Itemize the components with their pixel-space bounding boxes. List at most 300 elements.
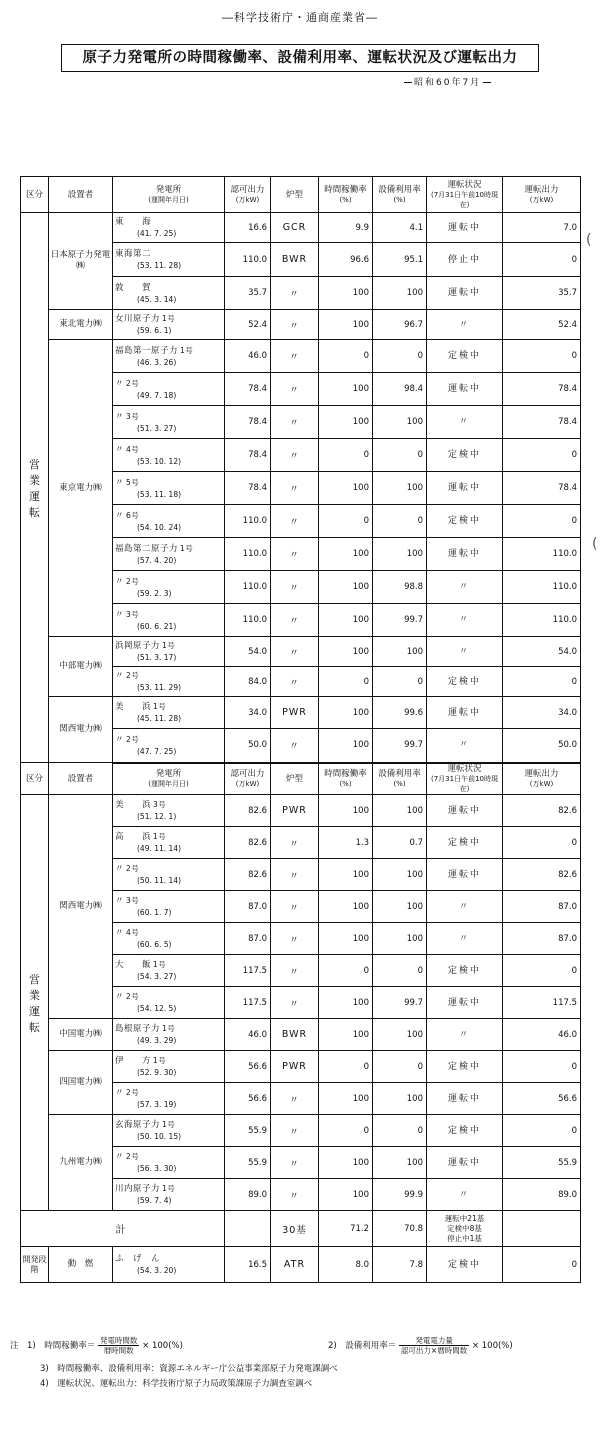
table-row [21,795,581,827]
status-cell: 運転中 [427,472,503,505]
plant-name-line [113,863,224,875]
capacity-cell: 35.7 [225,277,271,310]
plant-cell [113,1247,225,1283]
status-cell: 運転中 [427,1083,503,1115]
time-rate-cell: 100 [319,472,373,505]
status-cell: 定検中 [427,340,503,373]
reactor-type-cell: BWR [271,1019,319,1051]
output-header-line: (万kW) [529,195,554,204]
util-rate-header [373,177,427,213]
plant-unit: 6号 [126,510,140,520]
plant-name-line [113,1183,224,1195]
output-cell: 34.0 [503,697,581,729]
plant-start-date: (49. 3. 29) [137,1036,177,1045]
time-rate-cell: 0 [319,667,373,697]
output-cell: 7.0 [503,213,581,243]
capacity-cell: 46.0 [225,1019,271,1051]
util-rate-cell: 0 [373,505,427,538]
status-cell: 運転中 [427,373,503,406]
output-cell: 56.6 [503,1083,581,1115]
output-cell: 52.4 [503,310,581,340]
plant-cell [113,859,225,891]
reactor-type-cell: 〃 [271,310,319,340]
plant-name: 〃 [115,1088,125,1098]
plant-cell [113,472,225,505]
plant-start-date: (59. 7. 4) [137,1196,172,1205]
time-rate-header-line: 時間稼働率 [324,768,367,779]
time-rate-cell: 100 [319,373,373,406]
plant-name: 〃 [115,896,125,906]
plant-unit: 1号 [162,1120,176,1129]
plant-unit: 1号 [153,1056,167,1065]
output-cell: 110.0 [503,538,581,571]
output-cell: 0 [503,827,581,859]
plant-unit: 1号 [162,641,176,650]
plant-name-line [113,345,224,357]
time-rate-cell: 100 [319,923,373,955]
reactor-type-cell: 〃 [271,1083,319,1115]
time-rate-header [319,177,373,213]
reactor-type-cell: 〃 [271,538,319,571]
plant-name: 〃 [115,1152,125,1162]
reactor-type-cell: 〃 [271,439,319,472]
table-row [21,340,581,373]
total-util-rate: 70.8 [373,1211,427,1247]
plant-unit: 2号 [126,1152,140,1161]
util-rate-cell: 7.8 [373,1247,427,1283]
note-3: 3) 時間稼働率、設備利用率：資源エネルギー庁公益事業部原子力発電課調べ [40,1364,338,1374]
plant-header-line: 発電所 [155,184,182,195]
section-label-char: 運 [29,489,40,503]
plant-start-date: (51. 3. 27) [137,423,177,433]
output-cell: 87.0 [503,891,581,923]
plant-unit: 2号 [126,378,140,388]
capacity-cell: 89.0 [225,1179,271,1211]
output-header [503,177,581,213]
output-header-line: 運転出力 [524,184,559,195]
output-cell: 54.0 [503,637,581,667]
plant-start-date: (56. 3. 30) [137,1164,177,1173]
reactor-type-cell: 〃 [271,955,319,987]
status-cell: 〃 [427,571,503,604]
capacity-cell: 110.0 [225,505,271,538]
output-cell: 89.0 [503,1179,581,1211]
plant-cell [113,373,225,406]
reactor-type-cell: 〃 [271,373,319,406]
util-rate-cell: 100 [373,795,427,827]
plant-cell [113,667,225,697]
output-cell: 78.4 [503,373,581,406]
time-rate-cell: 0 [319,955,373,987]
status-cell: 運転中 [427,277,503,310]
kubun-header [21,763,49,795]
plant-header-line: 発電所 [155,768,182,779]
plant-cell [113,310,225,340]
date-rule [483,82,491,83]
time-rate-cell: 100 [319,604,373,637]
capacity-cell: 16.5 [225,1247,271,1283]
plant-unit: 2号 [126,992,140,1001]
plant-start-date: (49. 7. 18) [137,390,177,400]
note-1 [10,1336,590,1355]
plant-name-line [113,1087,224,1099]
plant-unit [151,217,153,226]
time-rate-cell: 100 [319,277,373,310]
plant-cell [113,1051,225,1083]
reactor-type-cell: PWR [271,697,319,729]
output-cell: 82.6 [503,795,581,827]
util-rate-header-line: (%) [393,195,406,204]
reactor-type-cell: 〃 [271,472,319,505]
reactor-header [271,763,319,795]
plant-unit: 2号 [126,671,140,680]
plant-start-date: (54. 12. 5) [137,1004,177,1013]
capacity-cell: 56.6 [225,1083,271,1115]
owner-cell: 九州電力㈱ [49,1115,113,1211]
status-cell: 運転中 [427,987,503,1019]
time-rate-header [319,763,373,795]
owner-header [49,763,113,795]
status-cell: 定検中 [427,827,503,859]
status-header-line: 運転状況 [447,763,482,774]
plant-name: 高 浜 [115,832,152,842]
note-2 [328,1336,513,1355]
plant-start-date: (59. 6. 1) [137,326,172,335]
plant-name-line [113,991,224,1003]
reactor-type-cell: 〃 [271,987,319,1019]
status-cell: 定検中 [427,1051,503,1083]
owner-header [49,177,113,213]
plant-name: 美 浜 [115,702,152,712]
time-rate-header-line: 時間稼働率 [324,184,367,195]
time-rate-cell: 100 [319,891,373,923]
plant-name: 福島第二原子力 [115,543,179,554]
plant-unit: 1号 [162,314,176,323]
plant-name-line [113,799,224,811]
status-cell: 運転中 [427,795,503,827]
agency-line: ―科学技術庁・通商産業省― [222,11,378,24]
capacity-header [225,763,271,795]
footnotes [10,1336,590,1393]
plant-name: 〃 [115,576,125,587]
time-rate-cell: 100 [319,729,373,763]
output-cell: 0 [503,1247,581,1283]
util-rate-cell: 100 [373,277,427,310]
util-rate-header-line: 設備利用率 [378,184,421,195]
section-label-stack [21,456,48,520]
util-rate-cell: 99.9 [373,1179,427,1211]
plant-unit: 1号 [162,1024,176,1033]
util-rate-cell: 98.8 [373,571,427,604]
plant-name-line [113,831,224,843]
time-rate-cell: 0 [319,439,373,472]
output-cell: 0 [503,439,581,472]
status-cell: 〃 [427,729,503,763]
reactor-type-cell: 〃 [271,604,319,637]
plant-unit: 1号 [153,832,167,841]
date-line [402,75,493,88]
note-1-denominator: 暦時間数 [103,1346,134,1355]
capacity-cell: 110.0 [225,538,271,571]
plant-unit [151,249,153,258]
capacity-cell: 78.4 [225,472,271,505]
status-cell: 〃 [427,637,503,667]
reactor-type-cell: 〃 [271,923,319,955]
capacity-cell: 87.0 [225,891,271,923]
util-rate-cell: 100 [373,1147,427,1179]
status-header [427,177,503,213]
time-rate-cell: 0 [319,1051,373,1083]
status-cell: 〃 [427,604,503,637]
status-cell: 定検中 [427,505,503,538]
plant-unit: 3号 [126,896,140,905]
status-cell: 定検中 [427,955,503,987]
total-status-line: 運転中21基 [444,1213,485,1223]
plant-start-date: (59. 2. 3) [137,588,172,598]
reactor-type-cell: 〃 [271,277,319,310]
total-row [21,1211,581,1247]
plant-cell [113,538,225,571]
plant-unit: 3号 [153,800,167,809]
util-rate-cell: 100 [373,859,427,891]
plant-unit: 5号 [126,477,140,487]
capacity-cell: 46.0 [225,340,271,373]
status-header-line: 運転状況 [447,179,482,190]
capacity-cell: 78.4 [225,439,271,472]
status-cell: 定検中 [427,1115,503,1147]
plant-name: 〃 [115,411,125,422]
output-cell: 78.4 [503,472,581,505]
capacity-cell: 55.9 [225,1115,271,1147]
plant-start-date: (50. 11. 14) [137,876,182,885]
plant-name: 浜岡原子力 [115,641,161,651]
table-row [21,697,581,729]
capacity-cell: 55.9 [225,1147,271,1179]
time-rate-cell: 9.9 [319,213,373,243]
plant-cell [113,1179,225,1211]
plant-name-line [113,1151,224,1163]
total-label: 計 [21,1211,225,1247]
plant-name: 福島第一原子力 [115,345,179,356]
plant-name-line [113,1023,224,1035]
output-cell: 78.4 [503,406,581,439]
section-label-char: 営 [29,972,40,986]
capacity-cell: 54.0 [225,637,271,667]
plant-start-date: (53. 10. 12) [137,456,182,466]
plant-start-date: (49. 11. 14) [137,844,182,853]
note-2-numerator: 発電電力量 [399,1336,469,1346]
note-2-label: 2) 設備利用率＝ [328,1341,397,1351]
reactor-type-cell: 〃 [271,1147,319,1179]
plant-name: 〃 [115,609,125,620]
capacity-cell: 82.6 [225,859,271,891]
util-rate-cell: 100 [373,1019,427,1051]
plant-unit: 2号 [126,576,140,586]
owner-cell: 関西電力㈱ [49,697,113,763]
capacity-cell: 16.6 [225,213,271,243]
reactor-header-line: 炉型 [285,773,303,784]
util-rate-cell: 99.6 [373,697,427,729]
util-rate-cell: 100 [373,891,427,923]
status-cell: 〃 [427,891,503,923]
plant-name: 女川原子力 [115,314,161,324]
util-rate-cell: 100 [373,538,427,571]
plant-name-line [113,411,224,423]
plant-name-line [113,1055,224,1067]
time-rate-cell: 100 [319,795,373,827]
plant-cell [113,1083,225,1115]
page-title: 原子力発電所の時間稼働率、設備利用率、運転状況及び運転出力 [61,44,539,72]
status-cell: 〃 [427,923,503,955]
plant-header-line: (運開年月日) [148,195,189,204]
owner-cell: 中国電力㈱ [49,1019,113,1051]
output-cell: 0 [503,955,581,987]
reactor-header [271,177,319,213]
time-rate-cell: 100 [319,1179,373,1211]
plant-cell [113,795,225,827]
plant-name: 大 飯 [115,960,152,970]
output-header-line: (万kW) [529,779,554,788]
plant-cell [113,729,225,763]
reactor-type-cell: 〃 [271,667,319,697]
plant-start-date: (53. 11. 28) [137,261,182,270]
status-cell: 運転中 [427,538,503,571]
time-rate-cell: 100 [319,1147,373,1179]
plant-start-date: (41. 7. 25) [137,229,177,238]
reactor-type-cell: 〃 [271,859,319,891]
plant-unit: 4号 [126,928,140,937]
plant-unit: 4号 [126,444,140,454]
util-rate-cell: 96.7 [373,310,427,340]
status-cell: 運転中 [427,697,503,729]
plant-unit [151,283,153,292]
output-header [503,763,581,795]
note-1-tail: × 100(%) [142,1341,183,1351]
output-cell: 117.5 [503,987,581,1019]
capacity-cell: 87.0 [225,923,271,955]
plant-unit: 2号 [126,734,140,744]
section-label-char: 業 [29,988,40,1002]
plant-name-line [113,313,224,325]
time-rate-cell: 8.0 [319,1247,373,1283]
table-row [21,1019,581,1051]
section-label-char: 業 [29,473,40,487]
time-rate-cell: 0 [319,1115,373,1147]
capacity-cell: 82.6 [225,795,271,827]
time-rate-cell: 100 [319,310,373,340]
util-rate-cell: 98.4 [373,373,427,406]
section-label-char: 営 [29,457,40,471]
owner-cell: 東京電力㈱ [49,340,113,637]
plant-header-line: (運開年月日) [148,779,189,788]
note-2-fraction [399,1336,469,1355]
owner-cell: 四国電力㈱ [49,1051,113,1115]
plant-unit: 3号 [126,411,140,421]
plant-start-date: (57. 4. 20) [137,555,177,565]
plant-name-line [113,1119,224,1131]
output-cell: 0 [503,1051,581,1083]
util-rate-cell: 100 [373,923,427,955]
reactor-type-cell: 〃 [271,729,319,763]
util-rate-cell: 100 [373,406,427,439]
operation-table [20,176,581,1283]
plant-name: 東 海 [115,217,152,227]
plant-cell [113,1147,225,1179]
plant-name-line [113,477,224,489]
status-cell: 定検中 [427,1247,503,1283]
status-cell: 運転中 [427,213,503,243]
plant-cell [113,955,225,987]
plant-name-line [113,216,224,228]
util-rate-cell: 100 [373,1083,427,1115]
total-status-line: 停止中1基 [447,1233,482,1243]
plant-name: 〃 [115,992,125,1002]
util-rate-cell: 95.1 [373,243,427,277]
plant-unit: 1号 [153,702,167,711]
capacity-cell: 52.4 [225,310,271,340]
plant-start-date: (45. 3. 14) [137,294,177,304]
plant-unit: 1号 [180,543,194,553]
status-cell: 運転中 [427,859,503,891]
plant-cell [113,697,225,729]
output-cell: 82.6 [503,859,581,891]
plant-name: 美 浜 [115,800,152,810]
plant-unit: 3号 [126,609,140,619]
capacity-cell: 117.5 [225,987,271,1019]
output-cell: 35.7 [503,277,581,310]
plant-name: 島根原子力 [115,1024,161,1034]
date-text: 昭和60年7月 [414,78,482,88]
section-label-char: 転 [29,505,40,519]
section-label-stack [21,971,48,1035]
plant-cell [113,1115,225,1147]
owner-cell: 中部電力㈱ [49,637,113,697]
plant-header [113,177,225,213]
note-2-denominator: 認可出力×暦時間数 [400,1346,468,1355]
capacity-cell: 50.0 [225,729,271,763]
output-cell: 46.0 [503,1019,581,1051]
reactor-type-cell: 〃 [271,1179,319,1211]
total-time-rate: 71.2 [319,1211,373,1247]
time-rate-cell: 100 [319,987,373,1019]
plant-cell [113,637,225,667]
note-2-tail: × 100(%) [471,1341,513,1351]
table-header-row [21,177,581,213]
plant-name: 玄海原子力 [115,1120,161,1130]
plant-name-line [113,895,224,907]
util-rate-cell: 0 [373,1051,427,1083]
note-1-label: 注 1) 時間稼働率＝ [10,1341,96,1351]
output-cell: 0 [503,505,581,538]
reactor-type-cell: 〃 [271,891,319,923]
output-cell: 55.9 [503,1147,581,1179]
status-cell: 〃 [427,1019,503,1051]
plant-cell [113,439,225,472]
reactor-type-cell: 〃 [271,340,319,373]
capacity-cell: 84.0 [225,667,271,697]
table-row [21,1115,581,1147]
owner-header-line: 設置者 [67,189,94,200]
util-rate-cell: 0 [373,955,427,987]
note-1-numerator: 発電時間数 [99,1336,138,1345]
util-rate-cell: 100 [373,472,427,505]
plant-cell [113,827,225,859]
output-cell: 110.0 [503,604,581,637]
output-cell: 0 [503,340,581,373]
plant-start-date: (54. 3. 27) [137,972,177,981]
capacity-header-line: (万kW) [235,195,260,204]
time-rate-cell: 1.3 [319,827,373,859]
